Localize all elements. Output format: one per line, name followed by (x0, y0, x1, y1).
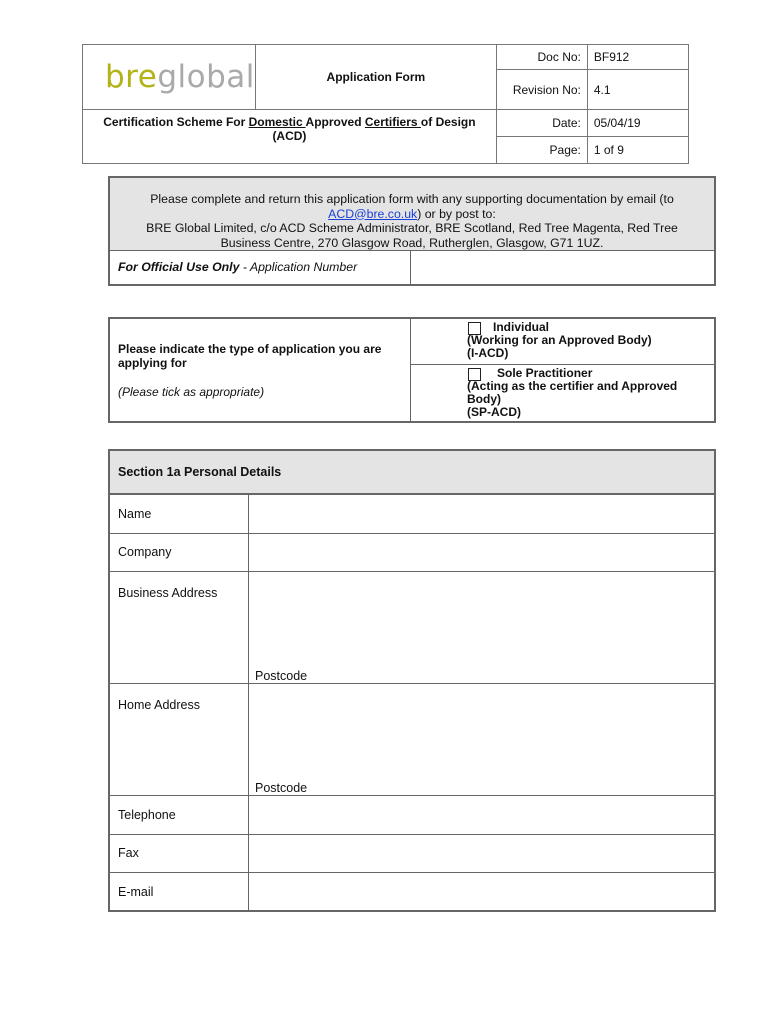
company-label: Company (109, 533, 249, 571)
form-title: Application Form (255, 45, 496, 110)
date-value: 05/04/19 (587, 110, 688, 137)
home-address-label: Home Address (109, 683, 249, 795)
name-label: Name (109, 494, 249, 533)
name-field[interactable] (249, 494, 716, 533)
checkbox-sole-practitioner[interactable] (468, 368, 481, 381)
home-postcode-label: Postcode (255, 780, 308, 795)
fax-label: Fax (109, 834, 249, 872)
business-postcode-label: Postcode (255, 668, 308, 683)
logo-cell (83, 45, 256, 110)
fax-field[interactable] (249, 834, 716, 872)
option-individual[interactable]: Individual (Working for an Approved Body) (I-ACD) (411, 319, 714, 365)
page-value: 1 of 9 (587, 137, 688, 164)
page-label: Page: (496, 137, 587, 164)
email-field[interactable] (249, 872, 716, 911)
revision-label: Revision No: (496, 70, 587, 110)
email-label: E-mail (109, 872, 249, 911)
company-field[interactable] (249, 533, 716, 571)
checkbox-individual[interactable] (468, 322, 481, 335)
telephone-label: Telephone (109, 795, 249, 834)
business-address-field[interactable] (249, 571, 716, 683)
doc-no-value: BF912 (587, 45, 688, 70)
application-type-options (411, 318, 716, 422)
home-address-field[interactable] (249, 683, 716, 795)
scheme-title: Certification Scheme For Domestic Approved Certifiers of Design (ACD) (83, 110, 497, 164)
application-type-table (108, 317, 716, 423)
email-link[interactable]: ACD@bre.co.uk (328, 206, 418, 221)
submission-instructions: Please complete and return this application form with any supporting documentation by email (to ACD@bre.co.uk) or by post to: BRE Global Limited, c/o ACD Scheme Administrator, BRE Scotland, Red Tree Magenta, Red Tree Business Centre, 270 Glasgow Road, Rutherglen, Glasgow, G71 1UZ. (109, 177, 715, 251)
option-sole-practitioner[interactable]: Sole Practitioner (Acting as the certifier and Approved Body) (SP-ACD) (467, 366, 678, 419)
submission-info-box (108, 176, 716, 286)
date-label: Date: (496, 110, 587, 137)
section-1a-title: Section 1a Personal Details (109, 450, 715, 494)
revision-value: 4.1 (587, 70, 688, 110)
official-use-label: For Official Use Only - Application Number (109, 251, 411, 285)
application-type-question: Please indicate the type of application you are applying for (Please tick as appropriate) (109, 318, 411, 422)
doc-no-label: Doc No: (496, 45, 587, 70)
personal-details-table (108, 449, 716, 912)
application-number-field[interactable] (411, 251, 716, 285)
telephone-field[interactable] (249, 795, 716, 834)
document-header (82, 44, 689, 164)
business-address-label: Business Address (109, 571, 249, 683)
breglobal-logo: bre global (105, 59, 255, 95)
